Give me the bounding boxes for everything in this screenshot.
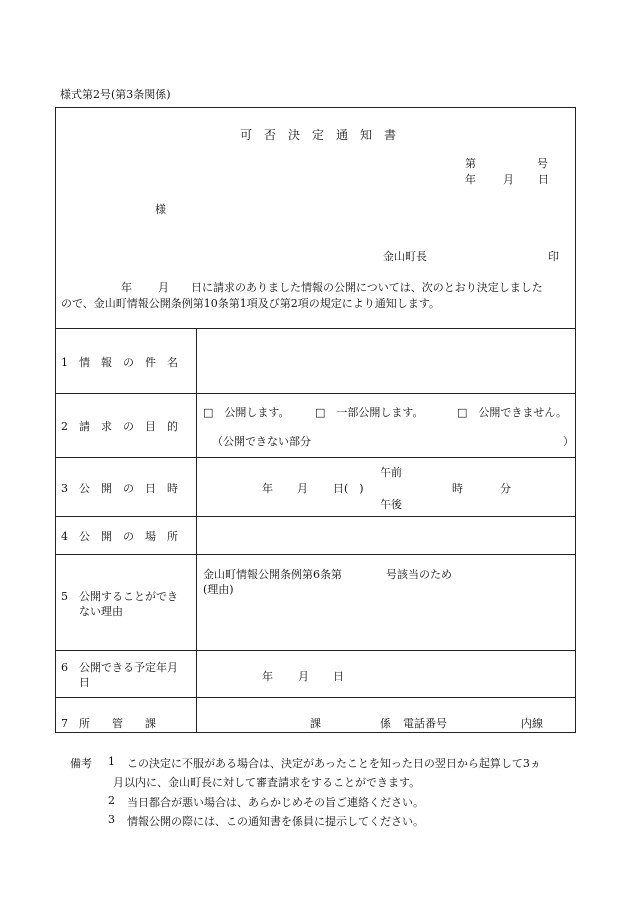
intro-line2: ので、金山町情報公開条例第10条第1項及び第2項の規定により通知します。: [61, 297, 440, 310]
seal: 印: [548, 250, 559, 263]
note1-number: 1: [108, 755, 115, 768]
reason-article: 金山町情報公開条例第6条第: [203, 568, 342, 581]
divider: [55, 328, 576, 329]
row1-label: 1 情 報 の 件 名: [61, 356, 178, 369]
note2-number: 2: [108, 794, 115, 807]
note1-line1: この決定に不服がある場合は、決定があったことを知った日の翌日から起算して3ヵ: [127, 757, 541, 770]
column-divider: [196, 328, 197, 733]
page-title: 可 否 決 定 通 知 書: [240, 128, 397, 142]
divider: [55, 516, 576, 517]
scheduled-month: 月: [298, 670, 309, 683]
divider: [55, 650, 576, 651]
option-partial-disclosure[interactable]: □ 一部公開します。: [315, 406, 424, 419]
row4-label: 4 公 開 の 場 所: [61, 530, 178, 543]
row7-label: 7 所 管 課: [61, 717, 156, 730]
addressee-sama: 様: [155, 203, 166, 216]
number-go: 号: [537, 157, 548, 170]
note3-number: 3: [108, 813, 115, 826]
option-full-disclosure[interactable]: □ 公開します。: [203, 406, 290, 419]
number-dai: 第: [465, 157, 476, 170]
pm-label: 午後: [380, 498, 402, 511]
divider: [55, 457, 576, 458]
row3-label: 3 公 開 の 日 時: [61, 482, 178, 495]
reason-label: (理由): [203, 583, 234, 596]
issuer: 金山町長: [383, 250, 427, 263]
scheduled-day: 日: [333, 670, 344, 683]
disclosure-month: 月: [297, 482, 308, 495]
option-no-disclosure[interactable]: □ 公開できません。: [457, 406, 568, 419]
row2-label: 2 請 求 の 目 的: [61, 420, 178, 433]
date-year: 年: [465, 173, 476, 186]
hour-label: 時: [452, 482, 463, 495]
row6-label-line2: 日: [79, 676, 90, 689]
disclosure-day: 日( ): [333, 482, 364, 495]
divider: [55, 697, 576, 698]
intro-line1: 日に請求のありました情報の公開については、次のとおり決定しました: [191, 281, 543, 294]
intro-month: 月: [158, 281, 169, 294]
tel-label: 電話番号: [403, 717, 447, 730]
date-day: 日: [538, 173, 549, 186]
form-label: 様式第2号(第3条関係): [60, 88, 171, 101]
row6-label-line1: 6 公開できる予定年月: [61, 661, 178, 674]
partial-open-paren: （公開できない部分: [212, 435, 311, 448]
note2-text: 当日都合が悪い場合は、あらかじめその旨ご連絡ください。: [127, 796, 424, 809]
disclosure-year: 年: [262, 482, 273, 495]
row5-label-line1: 5 公開することができ: [61, 590, 178, 603]
notes-prefix: 備考: [70, 757, 92, 770]
dept-ka: 課: [310, 717, 321, 730]
note3-text: 情報公開の際には、この通知書を係員に提示してください。: [127, 815, 424, 828]
minute-label: 分: [500, 482, 511, 495]
extension-label: 内線: [521, 717, 543, 730]
divider: [55, 393, 576, 394]
intro-year: 年: [121, 281, 132, 294]
partial-close-paren: ）: [563, 435, 574, 448]
dept-kakari: 係: [380, 717, 391, 730]
am-label: 午前: [380, 466, 402, 479]
scheduled-year: 年: [262, 670, 273, 683]
date-month: 月: [503, 173, 514, 186]
reason-item: 号該当のため: [386, 568, 452, 581]
note1-line2: 月以内に、金山町長に対して審査請求をすることができます。: [113, 776, 421, 789]
divider: [55, 554, 576, 555]
row5-label-line2: ない理由: [79, 605, 123, 618]
